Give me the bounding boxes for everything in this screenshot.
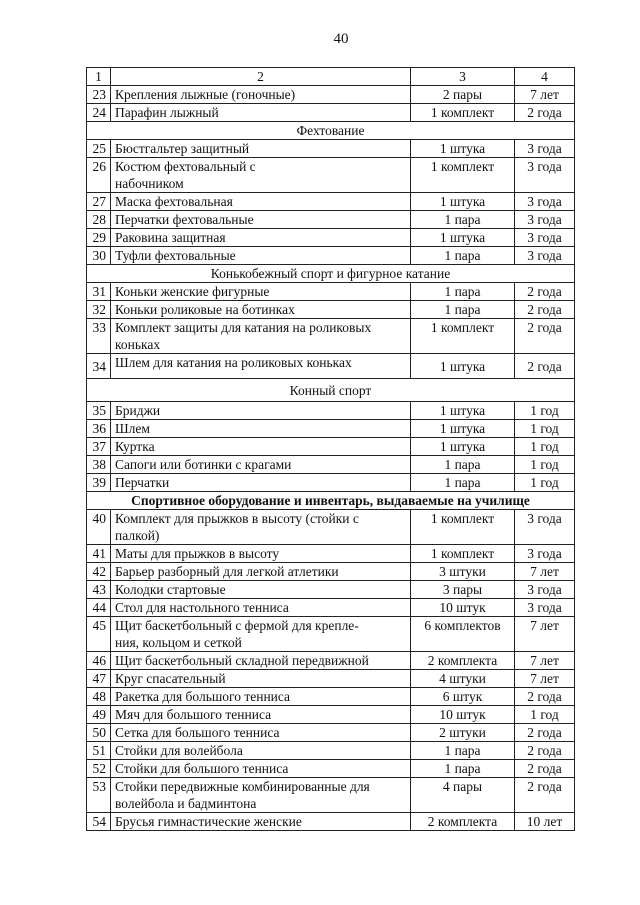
header-cell-quantity: 3: [411, 68, 515, 86]
row-term-cell: 7 лет: [515, 563, 575, 581]
row-quantity-cell: 1 штука: [411, 402, 515, 420]
table-row: [87, 420, 575, 438]
row-quantity-cell: 1 комплект: [411, 319, 515, 354]
table-row: [87, 545, 575, 563]
table-row: [87, 706, 575, 724]
row-number-cell: 37: [87, 438, 111, 456]
table-row: [87, 563, 575, 581]
row-term-cell: 2 года: [515, 301, 575, 319]
row-quantity-cell: 1 пара: [411, 247, 515, 265]
row-name-cell: Сапоги или ботинки с крагами: [111, 456, 411, 474]
row-quantity-cell: 1 комплект: [411, 158, 515, 193]
row-term-cell: 3 года: [515, 247, 575, 265]
table-row: [87, 760, 575, 778]
row-term-cell: 2 года: [515, 742, 575, 760]
row-name-cell: Щит баскетбольный с фермой для крепле- ния, кольцом и сеткой: [111, 617, 411, 652]
row-quantity-cell: 1 штука: [411, 354, 515, 379]
table-row: [87, 688, 575, 706]
table-row: [87, 86, 575, 104]
row-quantity-cell: 1 пара: [411, 211, 515, 229]
row-term-cell: 7 лет: [515, 670, 575, 688]
table-row: [87, 140, 575, 158]
row-number-cell: 45: [87, 617, 111, 652]
row-quantity-cell: 1 штука: [411, 420, 515, 438]
row-name-cell: Шлем: [111, 420, 411, 438]
row-term-cell: 3 года: [515, 211, 575, 229]
section-title: Спортивное оборудование и инвентарь, выдаваемые на училище: [87, 492, 575, 510]
row-name-cell: Раковина защитная: [111, 229, 411, 247]
row-quantity-cell: 4 пары: [411, 778, 515, 813]
row-number-cell: 39: [87, 474, 111, 492]
table-row: [87, 402, 575, 420]
row-term-cell: 1 год: [515, 438, 575, 456]
row-number-cell: 24: [87, 104, 111, 122]
row-number-cell: 51: [87, 742, 111, 760]
row-number-cell: 30: [87, 247, 111, 265]
row-term-cell: 10 лет: [515, 813, 575, 831]
table-row: [87, 670, 575, 688]
row-quantity-cell: 1 комплект: [411, 545, 515, 563]
row-number-cell: 35: [87, 402, 111, 420]
row-term-cell: 2 года: [515, 778, 575, 813]
row-term-cell: 2 года: [515, 724, 575, 742]
row-name-cell: Костюм фехтовальный с набочником: [111, 158, 411, 193]
row-quantity-cell: 1 пара: [411, 301, 515, 319]
table-row: [87, 599, 575, 617]
row-number-cell: 49: [87, 706, 111, 724]
row-quantity-cell: 1 пара: [411, 474, 515, 492]
row-number-cell: 54: [87, 813, 111, 831]
row-term-cell: 2 года: [515, 283, 575, 301]
row-term-cell: 1 год: [515, 706, 575, 724]
row-name-cell: Колодки стартовые: [111, 581, 411, 599]
section-row: [87, 379, 575, 402]
row-number-cell: 47: [87, 670, 111, 688]
section-title: Конный спорт: [87, 379, 575, 402]
row-term-cell: 7 лет: [515, 86, 575, 104]
row-number-cell: 23: [87, 86, 111, 104]
row-term-cell: 3 года: [515, 545, 575, 563]
row-quantity-cell: 2 комплекта: [411, 652, 515, 670]
table-row: [87, 813, 575, 831]
row-name-cell: Куртка: [111, 438, 411, 456]
row-name-cell: Стойки для волейбола: [111, 742, 411, 760]
table-row: [87, 581, 575, 599]
row-term-cell: 3 года: [515, 599, 575, 617]
row-term-cell: 3 года: [515, 193, 575, 211]
row-name-cell: Ракетка для большого тенниса: [111, 688, 411, 706]
row-name-cell: Круг спасательный: [111, 670, 411, 688]
table-row: [87, 617, 575, 652]
row-name-cell: Парафин лыжный: [111, 104, 411, 122]
row-number-cell: 25: [87, 140, 111, 158]
row-quantity-cell: 1 пара: [411, 456, 515, 474]
row-name-cell: Мяч для большого тенниса: [111, 706, 411, 724]
row-quantity-cell: 10 штук: [411, 706, 515, 724]
row-term-cell: 1 год: [515, 420, 575, 438]
table-row: [87, 456, 575, 474]
row-quantity-cell: 1 комплект: [411, 104, 515, 122]
row-name-cell: Шлем для катания на роликовых коньках: [111, 354, 411, 379]
table-row: [87, 283, 575, 301]
row-name-cell: Комплект для прыжков в высоту (стойки с палкой): [111, 510, 411, 545]
row-number-cell: 36: [87, 420, 111, 438]
row-name-cell: Бриджи: [111, 402, 411, 420]
table-row: [87, 778, 575, 813]
row-quantity-cell: 4 штуки: [411, 670, 515, 688]
header-cell-number: 1: [87, 68, 111, 86]
row-quantity-cell: 1 штука: [411, 193, 515, 211]
row-number-cell: 42: [87, 563, 111, 581]
row-name-cell: Бюстгальтер защитный: [111, 140, 411, 158]
row-quantity-cell: 1 штука: [411, 438, 515, 456]
equipment-table: [86, 67, 575, 831]
table-row: [87, 104, 575, 122]
row-quantity-cell: 2 штуки: [411, 724, 515, 742]
row-term-cell: 7 лет: [515, 617, 575, 652]
row-term-cell: 2 года: [515, 760, 575, 778]
table-row: [87, 211, 575, 229]
table-row: [87, 742, 575, 760]
section-row: [87, 265, 575, 283]
row-term-cell: 1 год: [515, 456, 575, 474]
table-row: [87, 193, 575, 211]
row-quantity-cell: 1 пара: [411, 742, 515, 760]
row-name-cell: Щит баскетбольный складной передвижной: [111, 652, 411, 670]
row-name-cell: Маты для прыжков в высоту: [111, 545, 411, 563]
row-term-cell: 2 года: [515, 319, 575, 354]
row-quantity-cell: 1 пара: [411, 760, 515, 778]
row-name-cell: Стойки передвижные комбинированные для волейбола и бадминтона: [111, 778, 411, 813]
row-name-cell: Перчатки фехтовальные: [111, 211, 411, 229]
section-title: Конькобежный спорт и фигурное катание: [87, 265, 575, 283]
section-title: Фехтование: [87, 122, 575, 140]
row-quantity-cell: 2 комплекта: [411, 813, 515, 831]
row-name-cell: Коньки роликовые на ботинках: [111, 301, 411, 319]
row-number-cell: 38: [87, 456, 111, 474]
row-name-cell: Брусья гимнастические женские: [111, 813, 411, 831]
row-number-cell: 26: [87, 158, 111, 193]
table-row: [87, 319, 575, 354]
row-number-cell: 27: [87, 193, 111, 211]
row-quantity-cell: 10 штук: [411, 599, 515, 617]
table-row: [87, 158, 575, 193]
row-name-cell: Барьер разборный для легкой атлетики: [111, 563, 411, 581]
row-number-cell: 50: [87, 724, 111, 742]
row-quantity-cell: 6 комплектов: [411, 617, 515, 652]
row-name-cell: Туфли фехтовальные: [111, 247, 411, 265]
row-term-cell: 2 года: [515, 354, 575, 379]
row-number-cell: 41: [87, 545, 111, 563]
row-quantity-cell: 1 штука: [411, 140, 515, 158]
section-row: [87, 122, 575, 140]
row-number-cell: 31: [87, 283, 111, 301]
row-quantity-cell: 1 пара: [411, 283, 515, 301]
row-name-cell: Стол для настольного тенниса: [111, 599, 411, 617]
row-number-cell: 52: [87, 760, 111, 778]
row-number-cell: 32: [87, 301, 111, 319]
row-number-cell: 43: [87, 581, 111, 599]
row-number-cell: 46: [87, 652, 111, 670]
section-row: [87, 492, 575, 510]
row-quantity-cell: 3 штуки: [411, 563, 515, 581]
table-row: [87, 510, 575, 545]
page-number: 40: [333, 31, 349, 47]
table-row: [87, 438, 575, 456]
row-term-cell: 7 лет: [515, 652, 575, 670]
row-name-cell: Перчатки: [111, 474, 411, 492]
row-number-cell: 48: [87, 688, 111, 706]
row-quantity-cell: 6 штук: [411, 688, 515, 706]
row-term-cell: 2 года: [515, 104, 575, 122]
row-number-cell: 53: [87, 778, 111, 813]
row-term-cell: 1 год: [515, 474, 575, 492]
row-number-cell: 28: [87, 211, 111, 229]
table-row: [87, 247, 575, 265]
row-term-cell: 3 года: [515, 140, 575, 158]
row-quantity-cell: 3 пары: [411, 581, 515, 599]
row-term-cell: 3 года: [515, 158, 575, 193]
row-quantity-cell: 1 штука: [411, 229, 515, 247]
row-term-cell: 1 год: [515, 402, 575, 420]
table-row: [87, 474, 575, 492]
row-name-cell: Стойки для большого тенниса: [111, 760, 411, 778]
row-number-cell: 44: [87, 599, 111, 617]
row-quantity-cell: 1 комплект: [411, 510, 515, 545]
table-row: [87, 724, 575, 742]
row-quantity-cell: 2 пары: [411, 86, 515, 104]
table-header-row: [87, 68, 575, 86]
row-name-cell: Маска фехтовальная: [111, 193, 411, 211]
table-body: [87, 68, 575, 831]
row-name-cell: Крепления лыжные (гоночные): [111, 86, 411, 104]
row-number-cell: 40: [87, 510, 111, 545]
row-number-cell: 33: [87, 319, 111, 354]
row-name-cell: Сетка для большого тенниса: [111, 724, 411, 742]
table-row: [87, 652, 575, 670]
header-cell-name: 2: [111, 68, 411, 86]
table-row: [87, 301, 575, 319]
row-term-cell: 2 года: [515, 688, 575, 706]
row-term-cell: 3 года: [515, 510, 575, 545]
row-term-cell: 3 года: [515, 229, 575, 247]
header-cell-term: 4: [515, 68, 575, 86]
row-name-cell: Коньки женские фигурные: [111, 283, 411, 301]
row-number-cell: 29: [87, 229, 111, 247]
row-number-cell: 34: [87, 354, 111, 379]
table-row: [87, 354, 575, 379]
table-row: [87, 229, 575, 247]
row-name-cell: Комплект защиты для катания на роликовых коньках: [111, 319, 411, 354]
row-term-cell: 3 года: [515, 581, 575, 599]
